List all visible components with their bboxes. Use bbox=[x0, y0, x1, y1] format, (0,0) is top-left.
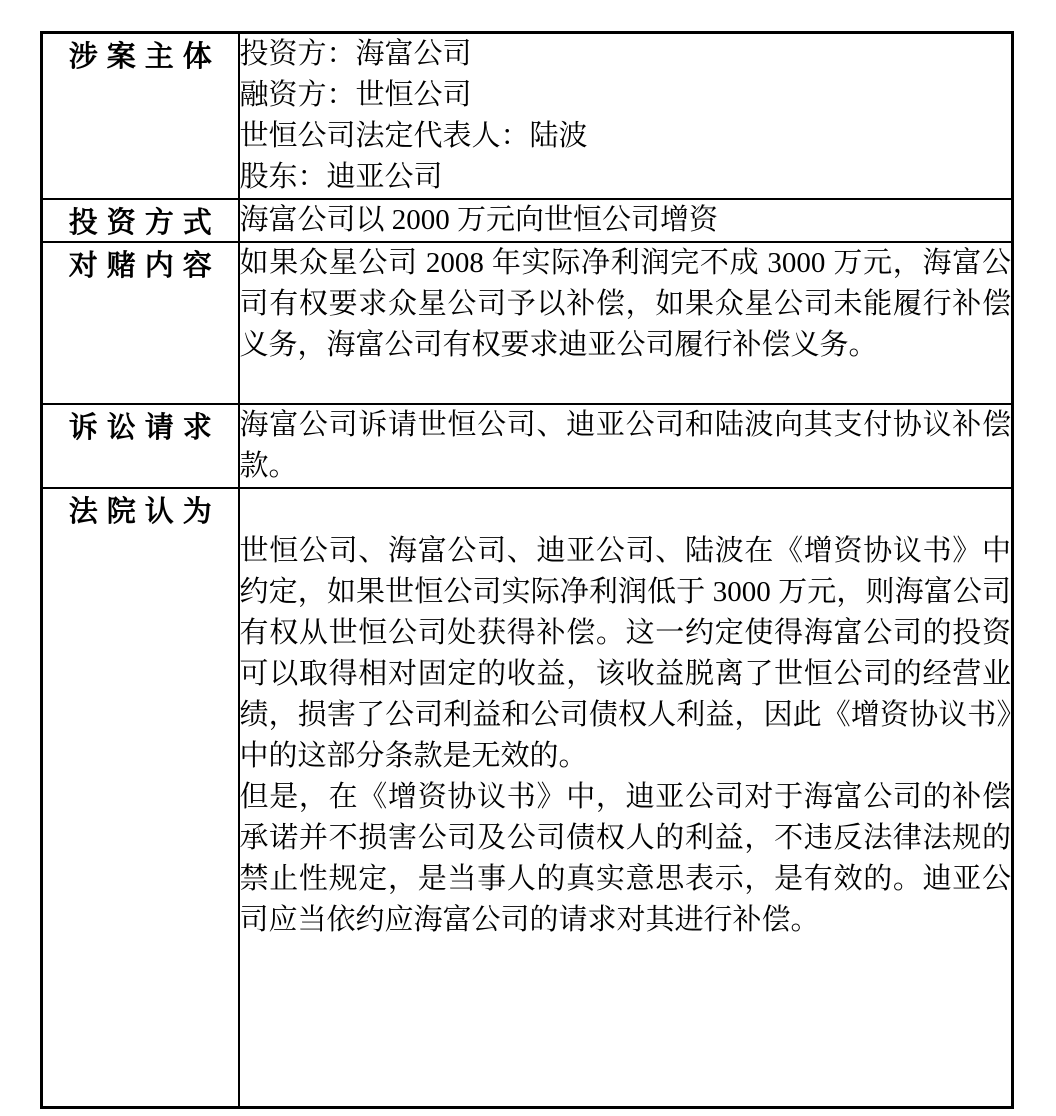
row-content-vam-terms bbox=[239, 242, 1013, 404]
row-label-court-opinion bbox=[42, 488, 239, 1108]
row-label-text: 诉讼请求 bbox=[68, 412, 221, 444]
row-label-text: 涉案主体 bbox=[68, 41, 221, 73]
content-line: 投资方：海富公司 bbox=[239, 38, 472, 70]
content-line: 世恒公司法定代表人：陆波 bbox=[239, 120, 588, 152]
content-paragraph: 但是，在《增资协议书》中，迪亚公司对于海富公司的补偿承诺并不损害公司及公司债权人的利益，不违反法律法规的禁止性规定，是当事人的真实意思表示，是有效的。迪亚公司应当依约应海富公司的请求对其进行补偿。 bbox=[239, 781, 1011, 936]
table-row-vam-terms bbox=[42, 242, 1013, 404]
row-label-text: 对赌内容 bbox=[68, 250, 221, 282]
row-label-vam-terms bbox=[42, 242, 239, 404]
row-label-text: 投资方式 bbox=[68, 207, 221, 239]
content-paragraph: 海富公司诉请世恒公司、迪亚公司和陆波向其支付协议补偿款。 bbox=[239, 409, 1011, 482]
row-content-parties bbox=[239, 33, 1013, 200]
table-row-investment-method bbox=[42, 199, 1013, 242]
content-paragraph: 世恒公司、海富公司、迪亚公司、陆波在《增资协议书》中约定，如果世恒公司实际净利润低于 3000 万元，则海富公司有权从世恒公司处获得补偿。这一约定使得海富公司的投资可以取得相对固定的收益，该收益脱离了世恒公司的经营业绩，损害了公司利益和公司债权人利益，因此《增资协议书》中的这部分条款是无效的。 bbox=[239, 535, 1011, 772]
row-content-court-opinion bbox=[239, 488, 1013, 1108]
table-row-litigation-claim bbox=[42, 404, 1013, 488]
table-row-parties bbox=[42, 33, 1013, 200]
case-summary-table bbox=[40, 31, 1014, 1109]
row-content-investment-method bbox=[239, 199, 1013, 242]
content-paragraph: 如果众星公司 2008 年实际净利润完不成 3000 万元，海富公司有权要求众星公司予以补偿，如果众星公司未能履行补偿义务，海富公司有权要求迪亚公司履行补偿义务。 bbox=[239, 247, 1011, 361]
content-line: 融资方：世恒公司 bbox=[239, 79, 472, 111]
content-line: 海富公司以 2000 万元向世恒公司增资 bbox=[239, 204, 719, 236]
row-label-litigation-claim bbox=[42, 404, 239, 488]
content-line: 股东：迪亚公司 bbox=[239, 161, 443, 193]
table-row-court-opinion bbox=[42, 488, 1013, 1108]
row-label-parties bbox=[42, 33, 239, 200]
row-label-text: 法院认为 bbox=[68, 496, 221, 528]
row-label-investment-method bbox=[42, 199, 239, 242]
row-content-litigation-claim bbox=[239, 404, 1013, 488]
